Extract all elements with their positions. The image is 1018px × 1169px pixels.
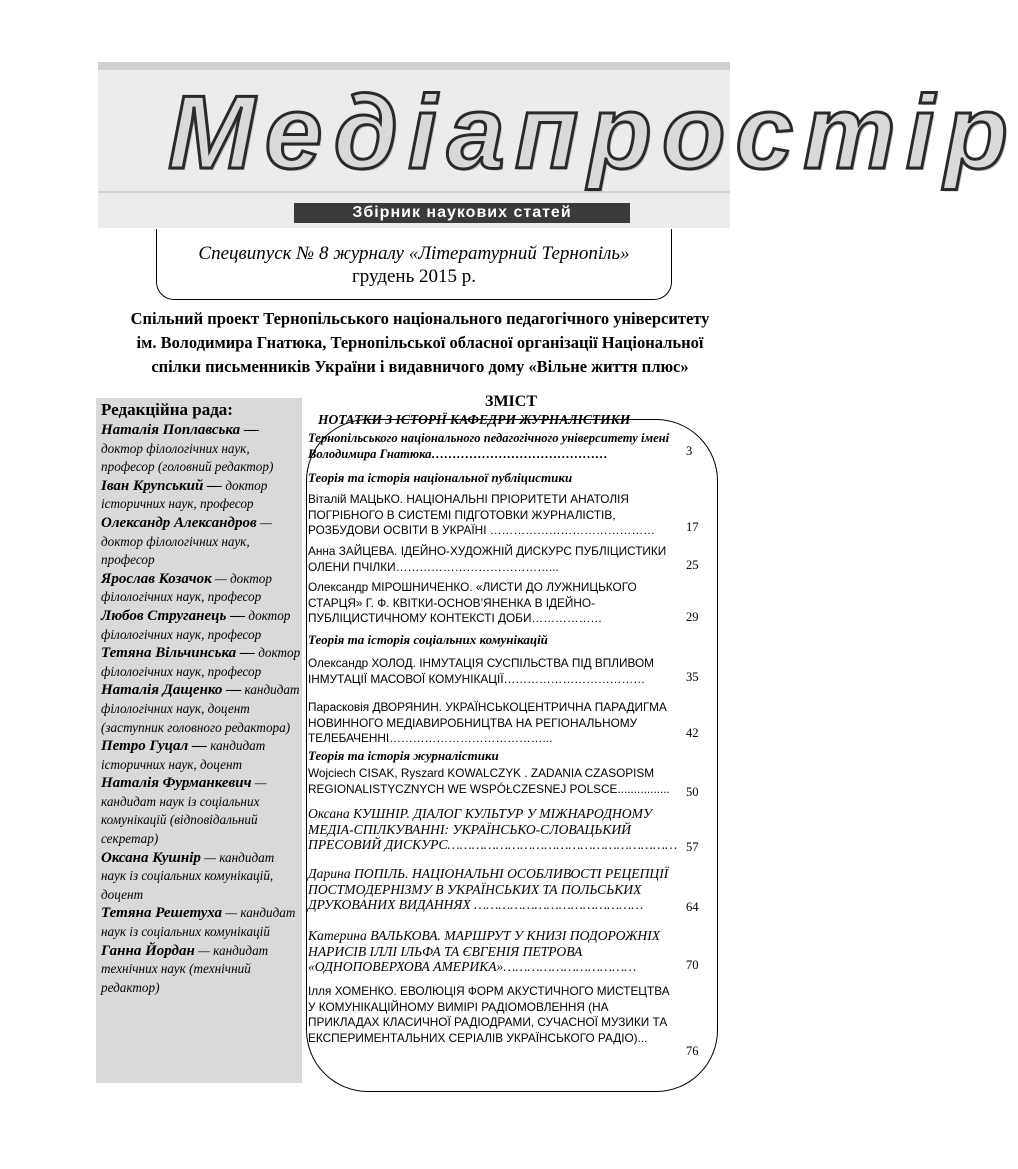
toc-section-heading: Теорія та історія національної публіцистики — [308, 470, 573, 485]
board-member-list — [101, 421, 302, 997]
toc-entry: Олександр ХОЛОД. ІНМУТАЦІЯ СУСПІЛЬСТВА ПІД ВПЛИВОМ ІНМУТАЦІЇ МАСОВОЇ КОМУНІКАЦІЇ……………………………… — [308, 656, 654, 686]
board-member-role: кандидат філологічних наук, доцент (заступник головного редактора) — [101, 682, 300, 735]
board-member — [101, 477, 302, 514]
board-title: Редакційна рада: — [101, 400, 233, 419]
toc-entry: Анна ЗАЙЦЕВА. ІДЕЙНО-ХУДОЖНІЙ ДИСКУРС ПУБЛІЦИСТИКИ ОЛЕНИ ПЧІЛКИ…………………………………... — [308, 544, 667, 574]
toc-section-heading: Теорія та історія соціальних комунікацій — [308, 632, 548, 647]
board-member — [101, 904, 302, 941]
board-member — [101, 644, 302, 681]
issue-date: грудень 2015 р. — [351, 266, 477, 287]
board-member-role: — кандидат наук із соціальних комунікацій, доцент — [101, 849, 275, 902]
toc-intro-title: НОТАТКИ З ІСТОРІЇ КАФЕДРИ ЖУРНАЛІСТИКИ — [318, 412, 631, 427]
toc-page-number: 42 — [686, 726, 699, 740]
toc-section-heading: Теорія та історія журналістики — [308, 748, 499, 763]
masthead-subtitle: Збірник наукових статей — [294, 203, 630, 223]
toc-page-number: 57 — [686, 840, 699, 854]
board-member-role: — кандидат наук із соціальних комунікацій (відповідальний секретар) — [101, 775, 267, 847]
masthead-banner — [98, 62, 1018, 228]
toc-intro-subtitle: Тернопільського національного педагогічного університету імені Володимира Гнатюка…………………………………… — [308, 431, 670, 461]
toc-entry: Катерина ВАЛЬКОВА. МАРШРУТ У КНИЗІ ПОДОРОЖНІХ НАРИСІВ ІЛЛІ ІЛЬФА ТА ЄВГЕНІЯ ПЕТРОВА «ОДНОПОВЕРХОВА АМЕРИКА»…………………………… — [308, 928, 661, 974]
toc-page-number: 50 — [686, 785, 699, 799]
board-member-role: — кандидат технічних наук (технічний редактор) — [101, 942, 269, 995]
board-member-role: доктор історичних наук, професор — [101, 477, 268, 512]
board-member — [101, 774, 302, 848]
board-member-name: Олександр Александров — [101, 514, 257, 531]
board-member — [101, 849, 302, 905]
board-member-name: Іван Крупський — — [101, 477, 223, 494]
toc-page-number: 29 — [686, 610, 699, 624]
board-member — [101, 514, 302, 570]
board-member-name: Наталія Фурманкевич — [101, 775, 252, 792]
board-member-name: Петро Гуцал — — [101, 738, 207, 755]
toc-page-number: 64 — [686, 900, 699, 914]
board-member — [101, 681, 302, 737]
project-description — [100, 307, 740, 379]
issue-title: Спецвипуск № 8 журналу «Літературний Тернопіль» — [198, 243, 630, 264]
board-member — [101, 570, 302, 607]
board-member-name: Наталія Дащенко — — [101, 682, 242, 699]
board-member-name: Любов Струганець — — [101, 607, 246, 624]
toc-entry: Ілля ХОМЕНКО. ЕВОЛЮЦІЯ ФОРМ АКУСТИЧНОГО МИСТЕЦТВА У КОМУНІКАЦІЙНОМУ ВИМІРІ РАДІОМОВЛЕННЯ (НА ПРИКЛАДАХ КЛАСИЧНОЇ РАДІОДРАМИ, СУЧАСНОЇ МУЗИКИ ТА ЕКСПЕРИМЕНТАЛЬНИХ СЕРІАЛІВ УКРАЇНСЬКОГО РАДІО)... — [308, 984, 670, 1045]
board-member-name: Ярослав Козачок — [101, 570, 212, 587]
toc-entry: Оксана КУШНІР. ДІАЛОГ КУЛЬТУР У МІЖНАРОДНОМУ МЕДІА-СПІЛКУВАННІ: УКРАЇНСЬКО-СЛОВАЦЬКИЙ ПРЕСОВИЙ ДИСКУРС………………………………………………… — [308, 806, 678, 852]
board-member-name: Ганна Йордан — [101, 942, 195, 959]
toc-page-number: 3 — [686, 444, 693, 458]
board-member — [101, 942, 302, 998]
board-member-role: доктор філологічних наук, професор (головний редактор) — [101, 440, 274, 475]
toc-page-number: 25 — [686, 558, 699, 572]
project-line: Спільний проект Тернопільського національного педагогічного університету — [130, 309, 710, 328]
toc-heading: ЗМІСТ — [485, 393, 537, 410]
board-member-name: Тетяна Вільчинська — — [101, 645, 255, 662]
toc-entry: Дарина ПОПІЛЬ. НАЦІОНАЛЬНІ ОСОБЛИВОСТІ РЕЦЕПЦІЇ ПОСТМОДЕРНІЗМУ В УКРАЇНСЬКИХ ТА ПОЛЬСЬКИХ ДРУКОВАНИХ ВИДАННЯХ …………………………………… — [308, 866, 669, 912]
board-member-name: Наталія Поплавська — — [101, 422, 259, 438]
toc-page-number: 35 — [686, 670, 699, 684]
project-line: ім. Володимира Гнатюка, Тернопільської обласної організації Національної — [136, 333, 704, 352]
masthead-title: Медіапростір — [168, 75, 1018, 191]
toc-page-number: 17 — [686, 520, 699, 534]
toc-entry: Віталій МАЦЬКО. НАЦІОНАЛЬНІ ПРІОРИТЕТИ АНАТОЛІЯ ПОГРІБНОГО В СИСТЕМІ ПІДГОТОВКИ ЖУРНАЛІСТІВ, РОЗБУДОВИ ОСВІТИ В УКРАЇНІ …………………………………… — [308, 492, 655, 537]
toc-entry: Олександр МІРОШНИЧЕНКО. «ЛИСТИ ДО ЛУЖНИЦЬКОГО СТАРЦЯ» Г. Ф. КВІТКИ-ОСНОВ’ЯНЕНКА В ІДЕЙНО-ПУБЛІЦИСТИЧНОМУ КОНТЕКСТІ ДОБИ……………… — [308, 580, 637, 625]
editorial-board — [96, 398, 302, 1083]
board-member — [101, 421, 302, 477]
board-member-role: доктор філологічних наук, професор — [101, 607, 291, 642]
board-member-role: кандидат історичних наук, доцент — [101, 738, 266, 772]
toc-page-number: 76 — [686, 1044, 699, 1058]
board-member-role: — доктор філологічних наук, професор — [101, 570, 272, 605]
issue-info-box — [156, 229, 672, 300]
board-member-name: Оксана Кушнір — [101, 849, 201, 866]
board-member-role: — доктор філологічних наук, професор — [101, 514, 272, 568]
toc-entry: Wojciech CISAK, Ryszard KOWALCZYK . ZADANIA CZASOPISM REGIONALISTYCZNYCH WE WSPÓŁCZESNEJ POLSCE................ — [308, 766, 670, 796]
board-member — [101, 607, 302, 644]
board-member — [101, 737, 302, 774]
board-member-role: — кандидат наук із соціальних комунікацій — [101, 905, 296, 940]
board-member-role: доктор філологічних наук, професор — [101, 645, 301, 679]
toc-page-number: 70 — [686, 958, 699, 972]
board-member-name: Тетяна Решетуха — [101, 905, 223, 922]
project-line: спілки письменників України і видавничого дому «Вільне життя плюс» — [151, 357, 689, 376]
toc-entry: Парасковія ДВОРЯНИН. УКРАЇНСЬКОЦЕНТРИЧНА ПАРАДИГМА НОВИННОГО МЕДІАВИРОБНИЦТВА НА РЕГІОНАЛЬНОМУ ТЕЛЕБАЧЕННІ…………………………………... — [308, 700, 667, 745]
